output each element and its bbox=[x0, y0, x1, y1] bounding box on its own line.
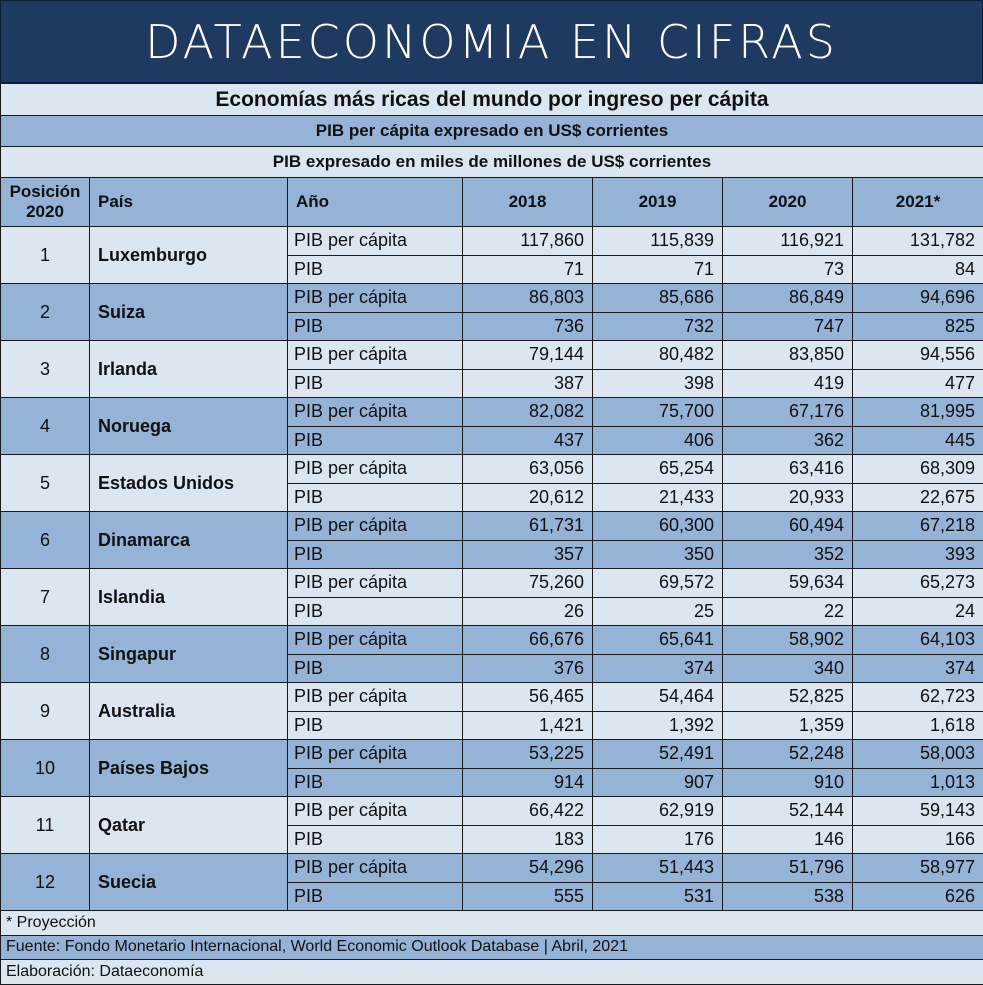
value-cell: 86,803 bbox=[463, 284, 593, 313]
metric-label: PIB bbox=[288, 882, 463, 911]
country-cell: Qatar bbox=[90, 797, 288, 854]
value-cell: 166 bbox=[853, 825, 983, 854]
value-cell: 65,254 bbox=[593, 455, 723, 484]
country-cell: Estados Unidos bbox=[90, 455, 288, 512]
value-cell: 63,416 bbox=[723, 455, 853, 484]
value-cell: 555 bbox=[463, 882, 593, 911]
country-cell: Singapur bbox=[90, 626, 288, 683]
value-cell: 80,482 bbox=[593, 341, 723, 370]
value-cell: 85,686 bbox=[593, 284, 723, 313]
table-row bbox=[1, 740, 983, 769]
value-cell: 86,849 bbox=[723, 284, 853, 313]
value-cell: 26 bbox=[463, 597, 593, 626]
country-cell: Irlanda bbox=[90, 341, 288, 398]
metric-label: PIB bbox=[288, 825, 463, 854]
metric-label: PIB bbox=[288, 426, 463, 455]
position-cell: 8 bbox=[1, 626, 90, 683]
value-cell: 531 bbox=[593, 882, 723, 911]
value-cell: 406 bbox=[593, 426, 723, 455]
value-cell: 75,700 bbox=[593, 398, 723, 427]
value-cell: 146 bbox=[723, 825, 853, 854]
metric-label: PIB per cápita bbox=[288, 740, 463, 769]
value-cell: 81,995 bbox=[853, 398, 983, 427]
header-position: Posición 2020 bbox=[1, 178, 90, 227]
table-row bbox=[1, 398, 983, 427]
value-cell: 51,443 bbox=[593, 854, 723, 883]
value-cell: 67,218 bbox=[853, 512, 983, 541]
metric-label: PIB per cápita bbox=[288, 398, 463, 427]
header-row bbox=[1, 178, 983, 227]
value-cell: 22 bbox=[723, 597, 853, 626]
value-cell: 22,675 bbox=[853, 483, 983, 512]
country-cell: Luxemburgo bbox=[90, 227, 288, 284]
value-cell: 477 bbox=[853, 369, 983, 398]
table-row bbox=[1, 284, 983, 313]
country-cell: Islandia bbox=[90, 569, 288, 626]
metric-label: PIB per cápita bbox=[288, 854, 463, 883]
country-cell: Suecia bbox=[90, 854, 288, 911]
value-cell: 54,296 bbox=[463, 854, 593, 883]
table-row bbox=[1, 512, 983, 541]
value-cell: 445 bbox=[853, 426, 983, 455]
value-cell: 914 bbox=[463, 768, 593, 797]
metric-label: PIB per cápita bbox=[288, 626, 463, 655]
value-cell: 419 bbox=[723, 369, 853, 398]
value-cell: 387 bbox=[463, 369, 593, 398]
value-cell: 176 bbox=[593, 825, 723, 854]
value-cell: 71 bbox=[593, 255, 723, 284]
value-cell: 84 bbox=[853, 255, 983, 284]
value-cell: 65,641 bbox=[593, 626, 723, 655]
value-cell: 116,921 bbox=[723, 227, 853, 256]
metric-label: PIB bbox=[288, 369, 463, 398]
metric-label: PIB per cápita bbox=[288, 455, 463, 484]
value-cell: 183 bbox=[463, 825, 593, 854]
metric-label: PIB per cápita bbox=[288, 512, 463, 541]
value-cell: 1,618 bbox=[853, 711, 983, 740]
position-cell: 1 bbox=[1, 227, 90, 284]
position-cell: 6 bbox=[1, 512, 90, 569]
metric-label: PIB per cápita bbox=[288, 284, 463, 313]
metric-label: PIB bbox=[288, 483, 463, 512]
metric-label: PIB bbox=[288, 312, 463, 341]
header-2020: 2020 bbox=[723, 178, 853, 227]
header-2019: 2019 bbox=[593, 178, 723, 227]
value-cell: 1,392 bbox=[593, 711, 723, 740]
value-cell: 626 bbox=[853, 882, 983, 911]
value-cell: 60,494 bbox=[723, 512, 853, 541]
header-2018: 2018 bbox=[463, 178, 593, 227]
header-2021: 2021* bbox=[853, 178, 983, 227]
footnote-projection: * Proyección bbox=[1, 911, 983, 936]
metric-label: PIB per cápita bbox=[288, 683, 463, 712]
value-cell: 1,421 bbox=[463, 711, 593, 740]
value-cell: 376 bbox=[463, 654, 593, 683]
value-cell: 352 bbox=[723, 540, 853, 569]
value-cell: 398 bbox=[593, 369, 723, 398]
value-cell: 20,612 bbox=[463, 483, 593, 512]
value-cell: 910 bbox=[723, 768, 853, 797]
value-cell: 350 bbox=[593, 540, 723, 569]
value-cell: 59,634 bbox=[723, 569, 853, 598]
metric-label: PIB bbox=[288, 597, 463, 626]
banner-title: DATAECONOMIA EN CIFRAS bbox=[145, 15, 838, 69]
value-cell: 736 bbox=[463, 312, 593, 341]
value-cell: 357 bbox=[463, 540, 593, 569]
value-cell: 62,919 bbox=[593, 797, 723, 826]
metric-label: PIB per cápita bbox=[288, 569, 463, 598]
value-cell: 51,796 bbox=[723, 854, 853, 883]
country-cell: Países Bajos bbox=[90, 740, 288, 797]
metric-label: PIB per cápita bbox=[288, 797, 463, 826]
subtitle-per-capita: PIB per cápita expresado en US$ corrientes bbox=[1, 116, 983, 147]
metric-label: PIB bbox=[288, 711, 463, 740]
value-cell: 65,273 bbox=[853, 569, 983, 598]
value-cell: 362 bbox=[723, 426, 853, 455]
value-cell: 62,723 bbox=[853, 683, 983, 712]
value-cell: 20,933 bbox=[723, 483, 853, 512]
value-cell: 393 bbox=[853, 540, 983, 569]
table-row bbox=[1, 227, 983, 256]
value-cell: 131,782 bbox=[853, 227, 983, 256]
banner bbox=[0, 0, 983, 83]
header-country: País bbox=[90, 178, 288, 227]
value-cell: 732 bbox=[593, 312, 723, 341]
metric-label: PIB bbox=[288, 540, 463, 569]
position-cell: 11 bbox=[1, 797, 90, 854]
value-cell: 60,300 bbox=[593, 512, 723, 541]
value-cell: 538 bbox=[723, 882, 853, 911]
value-cell: 747 bbox=[723, 312, 853, 341]
value-cell: 52,144 bbox=[723, 797, 853, 826]
table-row bbox=[1, 854, 983, 883]
footnote-source: Fuente: Fondo Monetario Internacional, World Economic Outlook Database | Abril, 2021 bbox=[1, 935, 983, 960]
position-cell: 5 bbox=[1, 455, 90, 512]
value-cell: 82,082 bbox=[463, 398, 593, 427]
position-cell: 10 bbox=[1, 740, 90, 797]
value-cell: 61,731 bbox=[463, 512, 593, 541]
value-cell: 79,144 bbox=[463, 341, 593, 370]
value-cell: 52,825 bbox=[723, 683, 853, 712]
country-cell: Suiza bbox=[90, 284, 288, 341]
value-cell: 340 bbox=[723, 654, 853, 683]
value-cell: 56,465 bbox=[463, 683, 593, 712]
value-cell: 117,860 bbox=[463, 227, 593, 256]
value-cell: 21,433 bbox=[593, 483, 723, 512]
value-cell: 63,056 bbox=[463, 455, 593, 484]
table-row bbox=[1, 341, 983, 370]
value-cell: 25 bbox=[593, 597, 723, 626]
value-cell: 66,422 bbox=[463, 797, 593, 826]
value-cell: 1,013 bbox=[853, 768, 983, 797]
value-cell: 52,248 bbox=[723, 740, 853, 769]
value-cell: 53,225 bbox=[463, 740, 593, 769]
value-cell: 907 bbox=[593, 768, 723, 797]
value-cell: 75,260 bbox=[463, 569, 593, 598]
table-row bbox=[1, 569, 983, 598]
metric-label: PIB bbox=[288, 654, 463, 683]
table-title: Economías más ricas del mundo por ingreso per cápita bbox=[1, 84, 983, 116]
value-cell: 54,464 bbox=[593, 683, 723, 712]
table-row bbox=[1, 455, 983, 484]
metric-label: PIB per cápita bbox=[288, 227, 463, 256]
position-cell: 7 bbox=[1, 569, 90, 626]
country-cell: Australia bbox=[90, 683, 288, 740]
value-cell: 59,143 bbox=[853, 797, 983, 826]
position-cell: 3 bbox=[1, 341, 90, 398]
metric-label: PIB per cápita bbox=[288, 341, 463, 370]
value-cell: 71 bbox=[463, 255, 593, 284]
value-cell: 73 bbox=[723, 255, 853, 284]
position-cell: 4 bbox=[1, 398, 90, 455]
position-cell: 9 bbox=[1, 683, 90, 740]
metric-label: PIB bbox=[288, 768, 463, 797]
value-cell: 115,839 bbox=[593, 227, 723, 256]
value-cell: 374 bbox=[593, 654, 723, 683]
value-cell: 52,491 bbox=[593, 740, 723, 769]
table-row bbox=[1, 797, 983, 826]
metric-label: PIB bbox=[288, 255, 463, 284]
footnote-credit: Elaboración: Dataeconomía bbox=[1, 960, 983, 985]
value-cell: 1,359 bbox=[723, 711, 853, 740]
position-cell: 12 bbox=[1, 854, 90, 911]
table-row bbox=[1, 626, 983, 655]
subtitle-gdp: PIB expresado en miles de millones de US$ corrientes bbox=[1, 147, 983, 178]
value-cell: 83,850 bbox=[723, 341, 853, 370]
value-cell: 58,003 bbox=[853, 740, 983, 769]
value-cell: 24 bbox=[853, 597, 983, 626]
value-cell: 68,309 bbox=[853, 455, 983, 484]
header-year: Año bbox=[288, 178, 463, 227]
value-cell: 69,572 bbox=[593, 569, 723, 598]
value-cell: 64,103 bbox=[853, 626, 983, 655]
value-cell: 825 bbox=[853, 312, 983, 341]
value-cell: 374 bbox=[853, 654, 983, 683]
value-cell: 94,556 bbox=[853, 341, 983, 370]
value-cell: 94,696 bbox=[853, 284, 983, 313]
value-cell: 58,977 bbox=[853, 854, 983, 883]
country-cell: Dinamarca bbox=[90, 512, 288, 569]
gdp-table bbox=[0, 83, 983, 985]
country-cell: Noruega bbox=[90, 398, 288, 455]
position-cell: 2 bbox=[1, 284, 90, 341]
value-cell: 66,676 bbox=[463, 626, 593, 655]
table-row bbox=[1, 683, 983, 712]
value-cell: 67,176 bbox=[723, 398, 853, 427]
value-cell: 437 bbox=[463, 426, 593, 455]
value-cell: 58,902 bbox=[723, 626, 853, 655]
